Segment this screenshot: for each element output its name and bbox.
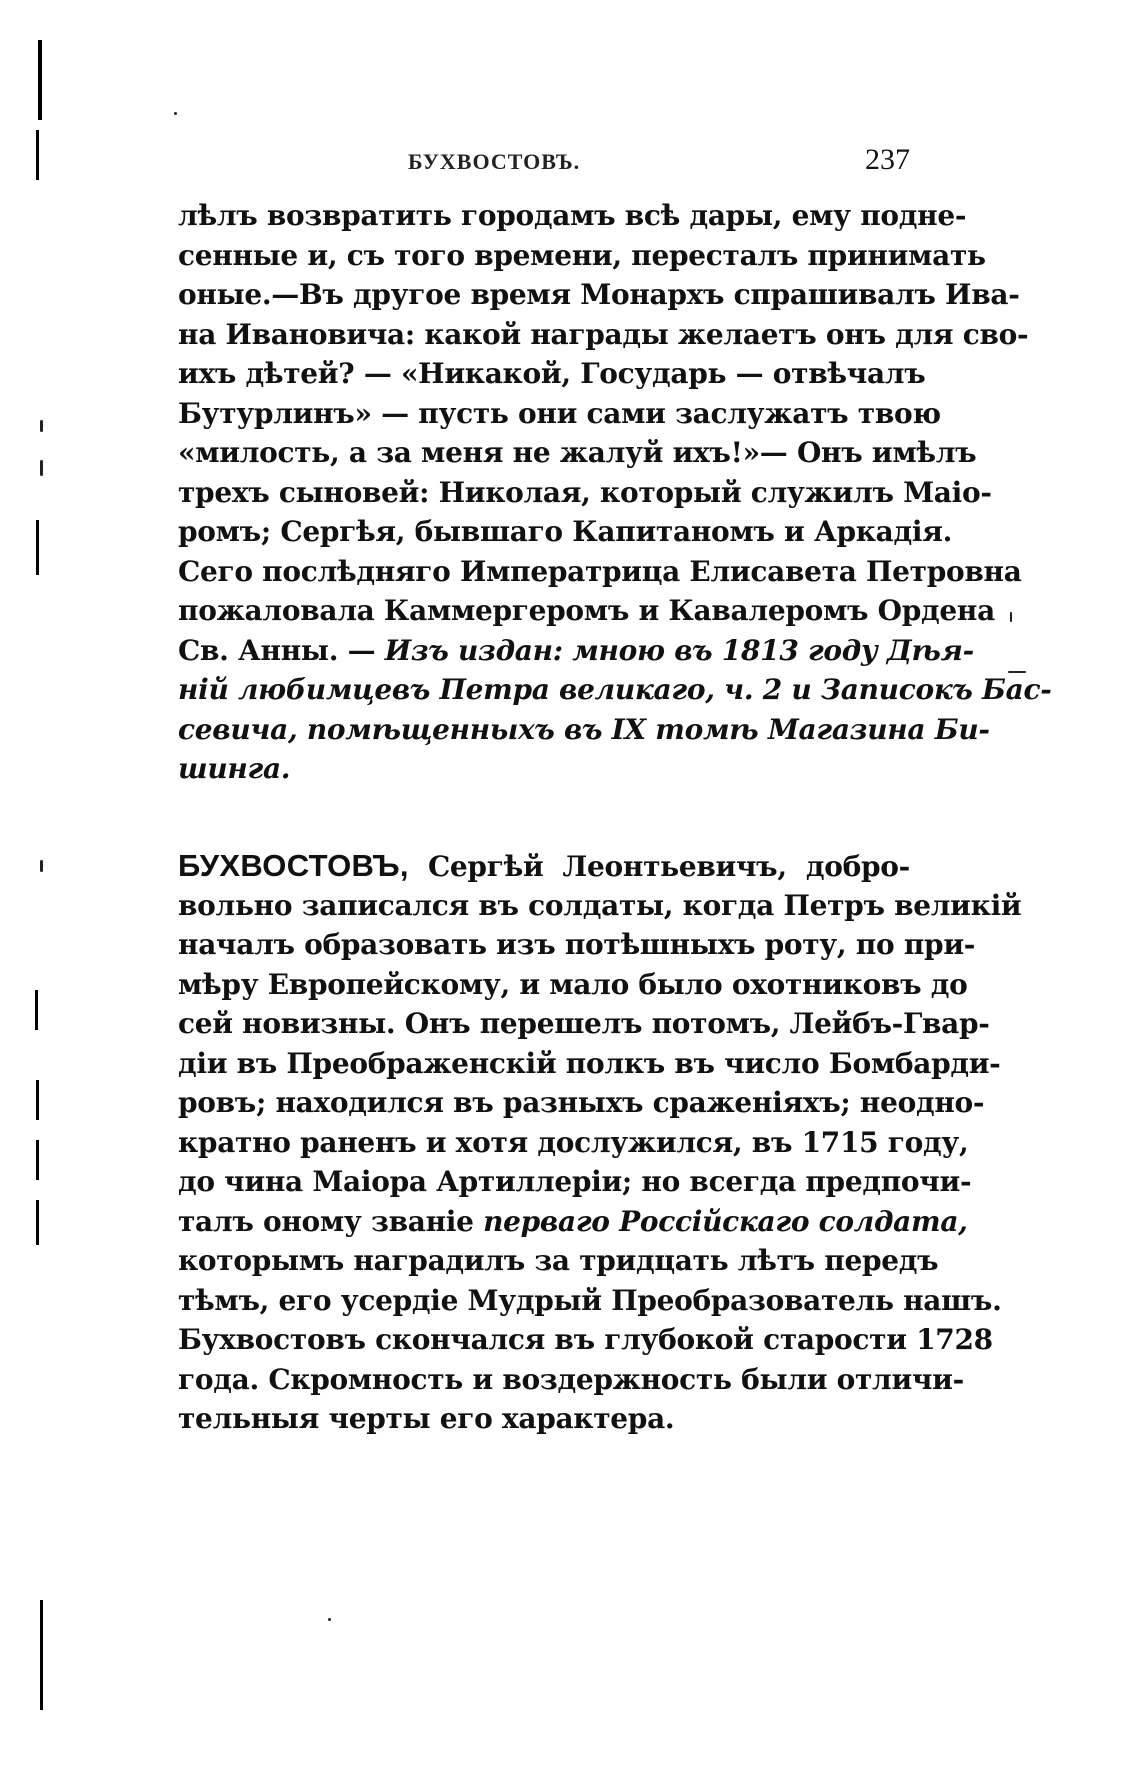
text-line-mixed [178, 1202, 968, 1242]
text-line: до чина Маіора Артиллеріи; но всегда предпочи- [178, 1165, 972, 1198]
edge-mark [36, 1140, 39, 1180]
entry-bukhvostov [178, 846, 1022, 1439]
text-line: ихъ дѣтей? — «Никакой, Государь — отвѣчалъ [178, 357, 926, 390]
paragraph-continuation [178, 196, 1052, 789]
text-line: сенные и, съ того времени, пересталъ принимать [178, 238, 986, 272]
scan-edge-artifacts [30, 30, 70, 1750]
running-title: БУХВОСТОВЪ. [408, 149, 581, 174]
edge-mark [35, 990, 38, 1030]
edge-mark [36, 520, 39, 575]
edge-mark [36, 1200, 39, 1245]
text-line: Бухвостовъ скончался въ глубокой старости 1728 [178, 1323, 993, 1356]
speck [328, 1618, 331, 1621]
speck [40, 460, 43, 476]
text-segment: талъ оному званіе [178, 1204, 474, 1238]
edge-mark [36, 130, 39, 180]
speck [1010, 612, 1012, 622]
text-line: кратно раненъ и хотя дослужился, въ 1715 году, [178, 1125, 969, 1159]
text-line: ровъ; находился въ разныхъ сраженіяхъ; неодно- [178, 1086, 985, 1119]
text-line: ромъ; Сергѣя, бывшаго Капитаномъ и Аркадія. [178, 515, 953, 548]
text-segment: Сергѣй Леонтьевичъ, добро- [427, 850, 911, 883]
edge-mark [36, 1080, 39, 1120]
text-line: «милость, а за меня не жалуй ихъ!»— Онъ имѣлъ [178, 436, 977, 469]
text-line: вольно записался въ солдаты, когда Петръ великій [178, 888, 1022, 922]
text-line: на Ивановича: какой награды желаетъ онъ для сво- [178, 317, 1029, 351]
text-segment: Св. Анны. — [178, 633, 376, 667]
italic-line: ній любимцевъ Петра великаго, ч. 2 и Записокъ Бас- [178, 673, 1052, 706]
entry-first-line [178, 846, 910, 886]
text-line: лѣлъ возвратить городамъ всѣ дары, ему подне- [178, 199, 967, 232]
text-line: года. Скромность и воздержность были отличи- [178, 1362, 964, 1396]
text-line: тѣмъ, его усердіе Мудрый Преобразователь нашъ. [178, 1283, 1002, 1317]
running-head [178, 143, 910, 183]
text-line: діи въ Преображенскій полкъ въ число Бомбарди- [178, 1046, 1001, 1080]
text-line: которымъ наградилъ за тридцать лѣтъ передъ [178, 1244, 939, 1277]
speck [40, 420, 43, 432]
text-line: Бутурлинъ» — пусть они сами заслужатъ твою [178, 396, 941, 430]
text-line: Сего послѣдняго Императрица Елисавета Петровна [178, 554, 1022, 588]
edge-mark [40, 1600, 43, 1710]
italic-line: шинга. [178, 752, 291, 785]
text-line: пожаловала Каммергеромъ и Кавалеромъ Ордена [178, 594, 995, 627]
italic-source-note: Изъ издан: мною въ 1813 году [384, 633, 878, 667]
speck [40, 860, 43, 872]
text-line: трехъ сыновей: Николая, который служилъ Маіо- [178, 475, 992, 509]
text-line: сей новизны. Онъ перешелъ потомъ, Лейбъ-Гвар- [178, 1007, 990, 1040]
text-line-mixed [178, 631, 974, 671]
text-line: оные.—Въ другое время Монархъ спрашивалъ Ива- [178, 278, 1020, 311]
speck [174, 112, 177, 115]
italic-source-note: Дѣя- [886, 633, 974, 667]
italic-phrase: перваго Россійскаго солдата, [483, 1204, 968, 1238]
text-line: началъ образовать изъ потѣшныхъ роту, по при- [178, 928, 976, 961]
page-number: 237 [865, 143, 910, 176]
edge-mark [38, 40, 42, 120]
text-line: тельныя черты его характера. [178, 1402, 675, 1435]
italic-line: севича, помѣщенныхъ въ IX томѣ Магазина Би- [178, 712, 990, 746]
entry-headword: БУХВОСТОВЪ, [178, 848, 409, 883]
text-line: мѣру Европейскому, и мало было охотниковъ до [178, 967, 968, 1001]
